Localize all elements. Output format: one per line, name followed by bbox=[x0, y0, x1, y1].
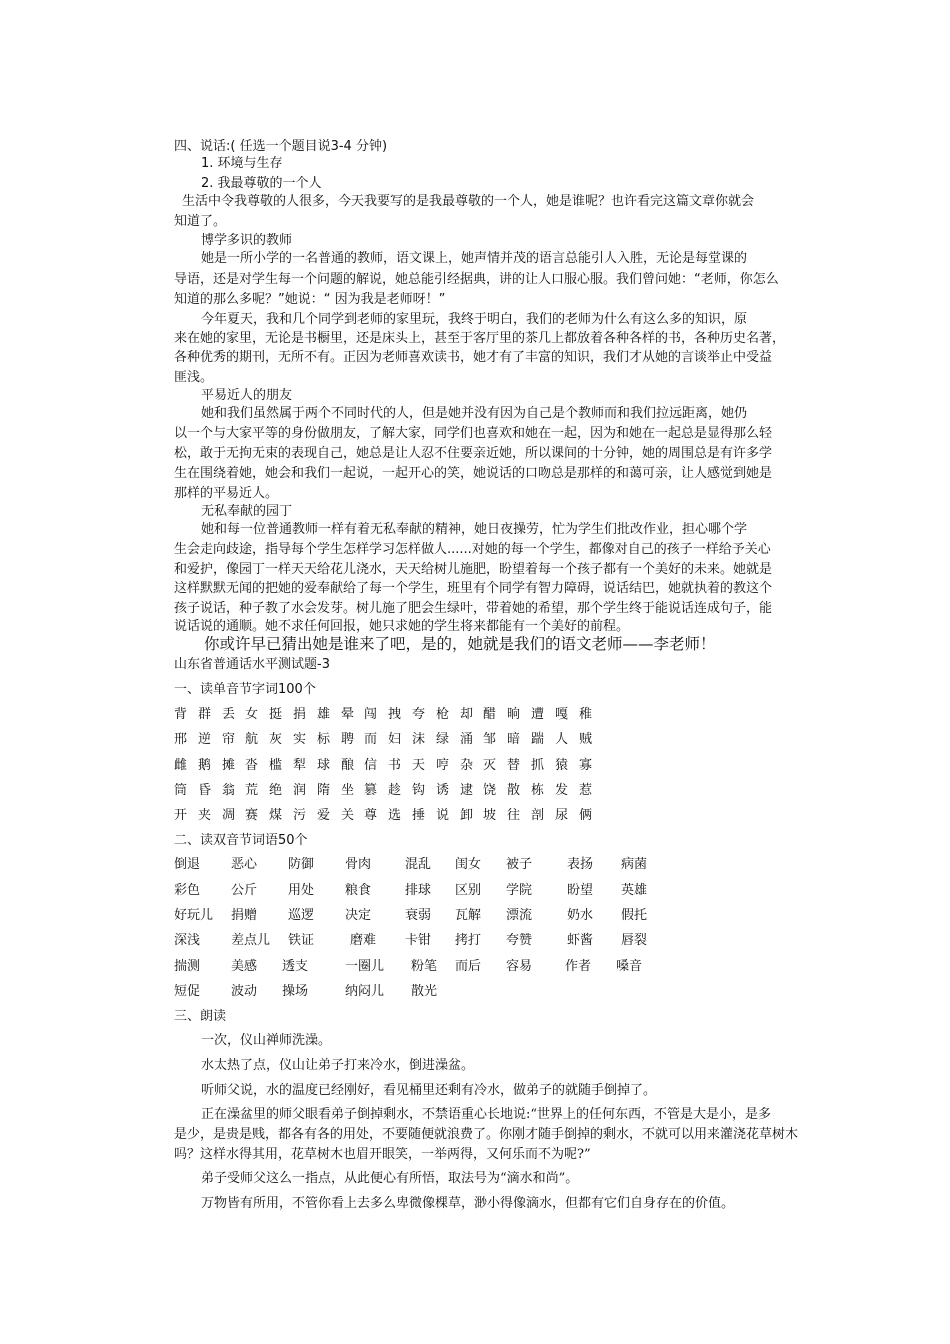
section-4-heading: 四、说话:( 任选一个题目说3-4 分钟) bbox=[174, 139, 388, 154]
char-item: 爱 bbox=[317, 808, 331, 823]
char-item: 犁 bbox=[293, 758, 307, 773]
char-item: 诱 bbox=[436, 783, 450, 798]
word-item: 夸赞 bbox=[506, 933, 533, 948]
word-item: 作者 bbox=[565, 959, 592, 974]
word-item: 磨难 bbox=[350, 933, 377, 948]
word-item: 纳闷儿 bbox=[345, 984, 385, 999]
part-2-heading: 二、读双音节词语50个 bbox=[174, 833, 308, 848]
word-item: 粮食 bbox=[345, 883, 372, 898]
char-item: 捶 bbox=[412, 808, 426, 823]
char-item: 天 bbox=[412, 758, 426, 773]
char-item: 说 bbox=[436, 808, 450, 823]
char-row bbox=[174, 731, 694, 749]
char-item: 实 bbox=[293, 732, 307, 747]
essay-intro-line: 知道了。 bbox=[174, 214, 227, 229]
word-item: 散光 bbox=[411, 984, 438, 999]
char-item: 隋 bbox=[317, 783, 331, 798]
char-item: 猿 bbox=[555, 758, 569, 773]
char-item: 槛 bbox=[269, 758, 283, 773]
word-item: 嗓音 bbox=[616, 959, 643, 974]
word-item: 闺女 bbox=[455, 857, 482, 872]
subheading-learned-teacher: 博学多识的教师 bbox=[201, 233, 293, 248]
paragraph-line: 知道的那么多呢？”她说：“ 因为我是老师呀！” bbox=[174, 292, 446, 307]
char-item: 闯 bbox=[364, 707, 378, 722]
topic-2: 2. 我最尊敬的一个人 bbox=[201, 176, 322, 191]
char-item: 污 bbox=[293, 808, 307, 823]
word-item: 差点儿 bbox=[231, 933, 271, 948]
char-item: 尊 bbox=[364, 808, 378, 823]
reading-paragraph: 万物皆有所用，不管你看上去多么卑微像棵草，渺小得像滴水，但都有它们自身存在的价值。 bbox=[201, 1196, 735, 1211]
word-item: 粉笔 bbox=[411, 959, 438, 974]
char-item: 群 bbox=[198, 707, 212, 722]
word-item: 彩色 bbox=[174, 883, 201, 898]
subheading-selfless-gardener: 无私奉献的园丁 bbox=[201, 504, 293, 519]
reading-paragraph: 弟子受师父这么一指点，从此便心有所悟，取法号为“滴水和尚”。 bbox=[201, 1171, 579, 1186]
word-item: 衰弱 bbox=[405, 908, 432, 923]
paragraph-line: 松，敢于无拘无束的表现自己，她总是让人忍不住要亲近她，所以课间的十分钟，她的周围总是有许多学 bbox=[174, 446, 773, 461]
char-item: 拽 bbox=[388, 707, 402, 722]
word-item: 奶水 bbox=[567, 908, 594, 923]
char-item: 坡 bbox=[483, 808, 497, 823]
char-item: 凋 bbox=[222, 808, 236, 823]
paragraph-line: 生会走向歧途，指导每个学生怎样学习怎样做人......对她的每一个学生，都像对自己的孩子一样给予关心 bbox=[174, 542, 771, 557]
char-item: 篡 bbox=[364, 783, 378, 798]
essay-conclusion: 你或许早已猜出她是谁来了吧，是的，她就是我们的语文老师——李老师！ bbox=[204, 635, 716, 653]
char-item: 丢 bbox=[222, 707, 236, 722]
word-item: 公斤 bbox=[231, 883, 258, 898]
word-item: 波动 bbox=[231, 984, 258, 999]
paragraph-line: 导语，还是对学生每一个问题的解说，她总能引经据典，讲的让人口服心服。我们曾问她：“老师，你怎么 bbox=[174, 272, 779, 287]
word-item: 排球 bbox=[405, 883, 432, 898]
word-item: 混乱 bbox=[405, 857, 432, 872]
paragraph-line: 孩子说话，种子教了水会发芽。树儿施了肥会生绿叶，带着她的希望，那个学生终于能说话连成句子，能 bbox=[174, 601, 773, 616]
subheading-friendly-friend: 平易近人的朋友 bbox=[201, 388, 293, 403]
char-row bbox=[174, 757, 694, 775]
char-item: 沓 bbox=[245, 758, 259, 773]
char-item: 钩 bbox=[412, 783, 426, 798]
word-item: 短促 bbox=[174, 984, 201, 999]
word-row bbox=[174, 932, 694, 950]
char-item: 酿 bbox=[341, 758, 355, 773]
char-item: 暗 bbox=[507, 732, 521, 747]
paragraph-line: 她和每一位普通教师一样有着无私奉献的精神，她日夜操劳，忙为学生们批改作业，担心哪个学 bbox=[201, 522, 748, 537]
char-item: 荒 bbox=[245, 783, 259, 798]
word-item: 卡钳 bbox=[405, 933, 432, 948]
char-item: 逮 bbox=[460, 783, 474, 798]
word-row bbox=[174, 907, 694, 925]
char-item: 剖 bbox=[531, 808, 545, 823]
paragraph-line: 生在围绕着她，她会和我们一起说，一起开心的笑，她说话的口吻总是那样的和蔼可亲，让人感觉到她是 bbox=[174, 466, 773, 481]
word-item: 倒退 bbox=[174, 857, 201, 872]
char-item: 背 bbox=[174, 707, 188, 722]
reading-paragraph: 听师父说，水的温度已经刚好，看见桶里还剩有冷水，做弟子的就随手倒掉了。 bbox=[201, 1083, 657, 1098]
char-item: 抓 bbox=[531, 758, 545, 773]
essay-intro-line: 生活中令我尊敬的人很多，今天我要写的是我最尊敬的一个人，她是谁呢？也许看完这篇文章你就会 bbox=[182, 194, 755, 209]
word-item: 好玩儿 bbox=[174, 908, 214, 923]
reading-paragraph: 是少，是贵是贱，都各有各的用处，不要随便就浪费了。你刚才随手倒掉的剩水，不就可以用来灌浇花草树木 bbox=[174, 1127, 799, 1142]
word-row bbox=[174, 958, 694, 976]
word-item: 巡逻 bbox=[288, 908, 315, 923]
char-item: 遭 bbox=[531, 707, 545, 722]
word-item: 被子 bbox=[506, 857, 533, 872]
char-item: 人 bbox=[555, 732, 569, 747]
part-1-heading: 一、读单音节字词100个 bbox=[174, 682, 316, 697]
char-item: 翁 bbox=[222, 783, 236, 798]
char-item: 坐 bbox=[341, 783, 355, 798]
char-item: 踹 bbox=[531, 732, 545, 747]
char-item: 邢 bbox=[174, 732, 188, 747]
char-item: 趁 bbox=[388, 783, 402, 798]
paragraph-line: 这样默默无闻的把她的爱奉献给了每一个学生，班里有个同学有智力障碍，说话结巴，她就执着的教这个 bbox=[174, 581, 773, 596]
char-item: 俩 bbox=[579, 808, 593, 823]
word-item: 骨肉 bbox=[345, 857, 372, 872]
char-item: 沫 bbox=[412, 732, 426, 747]
test-title: 山东省普通话水平测试题-3 bbox=[174, 657, 330, 672]
paragraph-line: 今年夏天，我和几个同学到老师的家里玩，我终于明白，我们的老师为什么有这么多的知识，原 bbox=[201, 312, 748, 327]
char-row bbox=[174, 782, 694, 800]
char-item: 晌 bbox=[507, 707, 521, 722]
word-item: 深浅 bbox=[174, 933, 201, 948]
paragraph-line: 匪浅。 bbox=[174, 370, 214, 385]
char-item: 替 bbox=[507, 758, 521, 773]
reading-paragraph: 正在澡盆里的师父眼看弟子倒掉剩水，不禁语重心长地说:“世界上的任何东西，不管是大是小，是多 bbox=[201, 1107, 772, 1122]
char-item: 散 bbox=[507, 783, 521, 798]
word-item: 防御 bbox=[288, 857, 315, 872]
word-item: 用处 bbox=[288, 883, 315, 898]
word-item: 容易 bbox=[506, 959, 533, 974]
word-item: 美感 bbox=[231, 959, 258, 974]
char-item: 选 bbox=[388, 808, 402, 823]
char-item: 枪 bbox=[436, 707, 450, 722]
char-item: 标 bbox=[317, 732, 331, 747]
char-item: 摊 bbox=[222, 758, 236, 773]
word-item: 盼望 bbox=[567, 883, 594, 898]
word-item: 虾酱 bbox=[567, 933, 594, 948]
word-item: 一圈儿 bbox=[345, 959, 385, 974]
char-item: 逆 bbox=[198, 732, 212, 747]
char-item: 赛 bbox=[245, 808, 259, 823]
char-item: 嘎 bbox=[555, 707, 569, 722]
char-item: 女 bbox=[245, 707, 259, 722]
paragraph-line: 各种优秀的期刊，无所不有。正因为老师喜欢读书，她才有了丰富的知识，我们才从她的言谈举止中受益 bbox=[174, 350, 773, 365]
paragraph-line: 和爱护，像园丁一样天天给花儿浇水，天天给树儿施肥，盼望着每一个孩子都有一个美好的未来。她就是 bbox=[174, 562, 773, 577]
char-item: 挺 bbox=[269, 707, 283, 722]
word-item: 恶心 bbox=[231, 857, 258, 872]
char-item: 发 bbox=[555, 783, 569, 798]
topic-1: 1. 环境与生存 bbox=[201, 156, 283, 171]
char-item: 醋 bbox=[483, 707, 497, 722]
char-item: 绝 bbox=[269, 783, 283, 798]
word-item: 瓦解 bbox=[455, 908, 482, 923]
char-item: 而 bbox=[364, 732, 378, 747]
paragraph-line: 以一个与大家平等的身份做朋友，了解大家，同学们也喜欢和她在一起，因为和她在一起总是显得那么轻 bbox=[174, 426, 773, 441]
char-item: 书 bbox=[388, 758, 402, 773]
char-item: 昏 bbox=[198, 783, 212, 798]
reading-paragraph: 一次，仪山禅师洗澡。 bbox=[201, 1033, 332, 1048]
char-item: 邹 bbox=[483, 732, 497, 747]
char-item: 雄 bbox=[317, 707, 331, 722]
char-item: 夸 bbox=[412, 707, 426, 722]
char-item: 润 bbox=[293, 783, 307, 798]
char-item: 卸 bbox=[460, 808, 474, 823]
paragraph-line: 她和我们虽然属于两个不同时代的人，但是她并没有因为自己是个教师而和我们拉远距离，她仍 bbox=[201, 406, 748, 421]
char-item: 帘 bbox=[222, 732, 236, 747]
char-item: 雌 bbox=[174, 758, 188, 773]
char-item: 涌 bbox=[460, 732, 474, 747]
word-item: 漂流 bbox=[506, 908, 533, 923]
char-item: 灭 bbox=[483, 758, 497, 773]
char-item: 开 bbox=[174, 808, 188, 823]
word-row bbox=[174, 882, 694, 900]
word-item: 透支 bbox=[282, 959, 309, 974]
char-item: 灰 bbox=[269, 732, 283, 747]
word-item: 操场 bbox=[282, 984, 309, 999]
word-item: 假托 bbox=[621, 908, 648, 923]
char-item: 饶 bbox=[483, 783, 497, 798]
char-item: 尿 bbox=[555, 808, 569, 823]
word-item: 英雄 bbox=[621, 883, 648, 898]
char-item: 杂 bbox=[460, 758, 474, 773]
char-item: 夹 bbox=[198, 808, 212, 823]
char-item: 捐 bbox=[293, 707, 307, 722]
word-item: 表扬 bbox=[567, 857, 594, 872]
word-item: 铁证 bbox=[288, 933, 315, 948]
part-3-heading: 三、朗读 bbox=[174, 1009, 227, 1024]
char-item: 贼 bbox=[579, 732, 593, 747]
char-item: 关 bbox=[341, 808, 355, 823]
word-item: 而后 bbox=[455, 959, 482, 974]
char-item: 鹅 bbox=[198, 758, 212, 773]
char-item: 球 bbox=[317, 758, 331, 773]
char-item: 寡 bbox=[579, 758, 593, 773]
word-row bbox=[174, 983, 694, 1001]
word-item: 决定 bbox=[345, 908, 372, 923]
char-item: 晕 bbox=[341, 707, 355, 722]
word-row bbox=[174, 856, 694, 874]
paragraph-line: 说话说的通顺。她不求任何回报，她只求她的学生将来都能有一个美好的前程。 bbox=[174, 619, 630, 634]
char-item: 信 bbox=[364, 758, 378, 773]
word-item: 揣测 bbox=[174, 959, 201, 974]
char-item: 航 bbox=[245, 732, 259, 747]
char-item: 惹 bbox=[579, 783, 593, 798]
char-item: 煤 bbox=[269, 808, 283, 823]
char-item: 哼 bbox=[436, 758, 450, 773]
char-row bbox=[174, 706, 694, 724]
char-item: 筒 bbox=[174, 783, 188, 798]
char-item: 却 bbox=[460, 707, 474, 722]
char-item: 聘 bbox=[341, 732, 355, 747]
word-item: 捐赠 bbox=[231, 908, 258, 923]
char-row bbox=[174, 807, 694, 825]
reading-paragraph: 水太热了点，仪山让弟子打来冷水，倒进澡盆。 bbox=[201, 1058, 475, 1073]
char-item: 稚 bbox=[579, 707, 593, 722]
paragraph-line: 她是一所小学的一名普通的教师，语文课上，她声情并茂的语言总能引人入胜，无论是每堂课的 bbox=[201, 251, 748, 266]
char-item: 妇 bbox=[388, 732, 402, 747]
char-item: 栋 bbox=[531, 783, 545, 798]
word-item: 唇裂 bbox=[621, 933, 648, 948]
char-item: 往 bbox=[507, 808, 521, 823]
word-item: 拷打 bbox=[455, 933, 482, 948]
paragraph-line: 那样的平易近人。 bbox=[174, 486, 279, 501]
reading-paragraph: 吗？这样水得其用，花草树木也眉开眼笑，一举两得，又何乐而不为呢?” bbox=[174, 1147, 591, 1162]
word-item: 区别 bbox=[455, 883, 482, 898]
char-item: 绿 bbox=[436, 732, 450, 747]
word-item: 病菌 bbox=[621, 857, 648, 872]
word-item: 学院 bbox=[506, 883, 533, 898]
paragraph-line: 来在她的家里，无论是书橱里，还是床头上，甚至于客厅里的茶几上都放着各种各样的书，各种历史名著， bbox=[174, 331, 786, 346]
